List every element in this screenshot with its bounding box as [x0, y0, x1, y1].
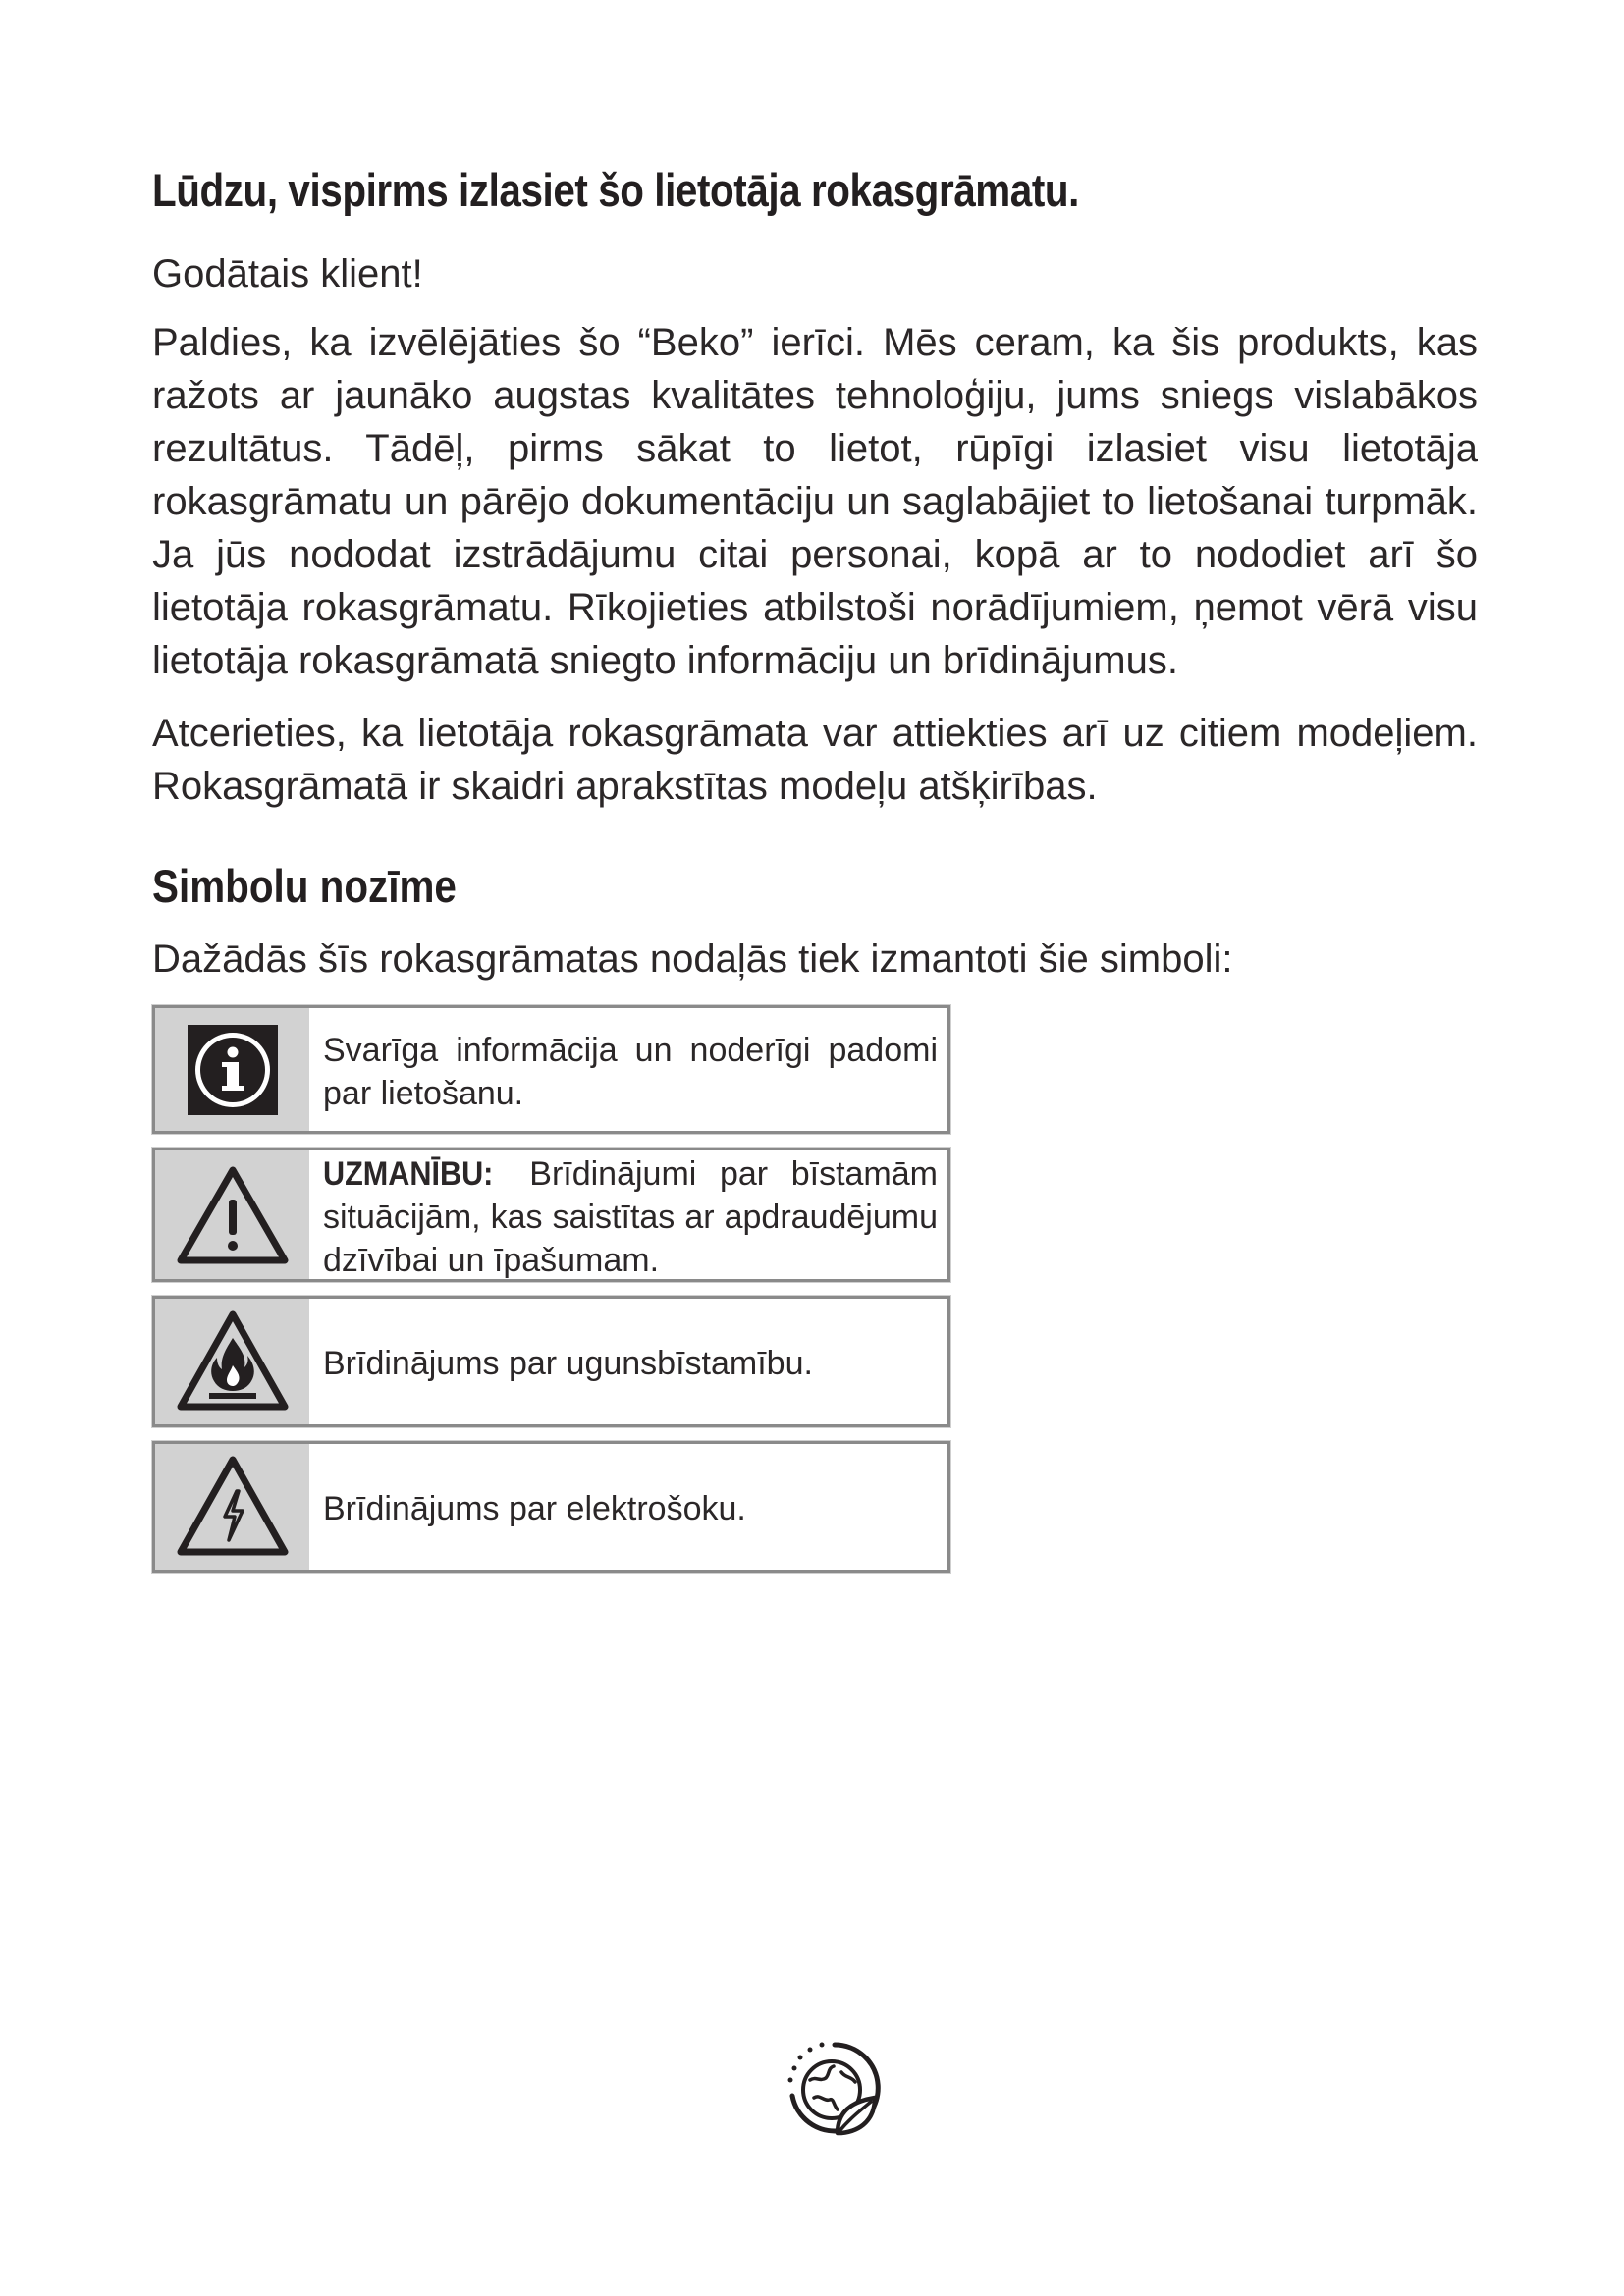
info-icon: [155, 1008, 309, 1131]
models-paragraph: Atcerieties, ka lietotāja rokasgrāmata var attiekties arī uz citiem modeļiem. Rokasgrāmatā ir skaidri aprakstītas modeļu atšķirības.: [152, 712, 1478, 808]
electric-shock-icon: [155, 1444, 309, 1570]
symbol-row-shock: [152, 1441, 950, 1573]
eco-globe-leaf-icon: [781, 2037, 889, 2145]
caution-label: UZMANĪBU:: [323, 1154, 494, 1193]
symbols-table: [152, 1005, 950, 1573]
symbol-row-info: [152, 1005, 950, 1134]
fire-warning-icon: [155, 1299, 309, 1424]
symbol-description: Brīdinājumi par bīstamām situācijām, kas saistītas ar apdraudējumu dzīvībai un īpašumam.: [323, 1154, 938, 1279]
caution-icon: [155, 1150, 309, 1279]
symbol-description: Svarīga informācija un noderīgi padomi par lietošanu.: [323, 1031, 938, 1112]
symbol-row-caution: [152, 1148, 950, 1282]
page-content: [152, 157, 1478, 1586]
greeting: Godātais klient!: [152, 252, 423, 295]
symbol-description: Brīdinājums par ugunsbīstamību.: [323, 1345, 813, 1382]
symbol-row-fire: [152, 1296, 950, 1427]
intro-paragraph: Paldies, ka izvēlējāties šo “Beko” ierīci. Mēs ceram, ka šis produkts, kas ražots ar jaunāko augstas kvalitātes tehnoloģiju, jums sniegs vislabākos rezultātus. Tādēļ, pirms sākat to lietot, rūpīgi izlasiet visu lietotāja rokasgrāmatu un pārējo dokumentāciju un saglabājiet to lietošanai turpmāk. Ja jūs nododat izstrādājumu citai personai, kopā ar to nododiet arī šo lietotāja rokasgrāmatu. Rīkojieties atbilstoši norādījumiem, ņemot vērā visu lietotāja rokasgrāmatā sniegto informāciju un brīdinājumus.: [152, 321, 1478, 682]
symbols-intro: Dažādās šīs rokasgrāmatas nodaļās tiek izmantoti šie simboli:: [152, 937, 1233, 981]
page-title: Lūdzu, vispirms izlasiet šo lietotāja rokasgrāmatu.: [152, 164, 1079, 216]
symbols-heading: Simbolu nozīme: [152, 860, 457, 912]
symbol-description: Brīdinājums par elektrošoku.: [323, 1490, 746, 1527]
